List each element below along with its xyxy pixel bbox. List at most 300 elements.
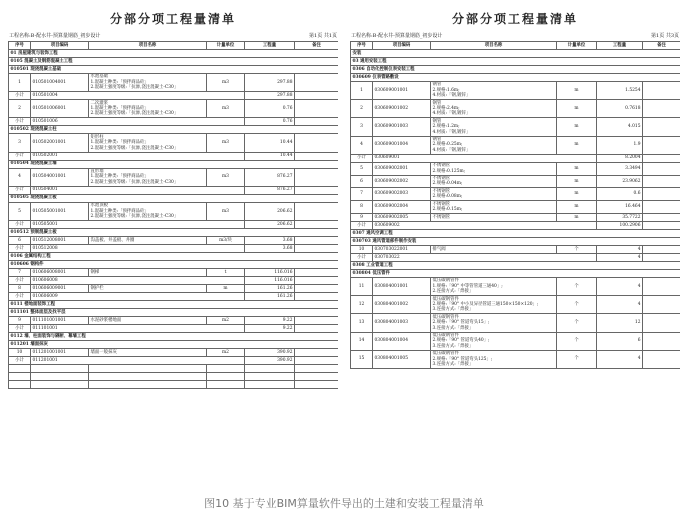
item-name-line: 水池顶板 (90, 203, 109, 209)
item-name (89, 236, 207, 244)
item-quantity: 4 (597, 296, 643, 314)
header-cell: 项目编码 (373, 42, 431, 50)
item-note (295, 202, 339, 220)
header-cell: 项目编码 (31, 42, 89, 50)
item-unit: m3 (207, 100, 245, 118)
item-unit: m3 (207, 168, 245, 186)
subtotal-label: 小计 (9, 244, 31, 252)
section-row (9, 58, 339, 66)
item-note (295, 268, 339, 276)
item-name (89, 202, 207, 220)
item-quantity: 1.5254 (597, 82, 643, 100)
item-number: 12 (351, 296, 373, 314)
subtotal-code: 030703022 (373, 253, 597, 261)
subtotal-row (9, 324, 339, 332)
table-row (351, 188, 681, 201)
item-name-line: 3.连接方式:「焊接」 (432, 307, 474, 313)
item-name-line: 2.规格:0.25m; (432, 142, 463, 148)
item-name-line: 低压碳钢管件 (432, 296, 459, 302)
item-name (89, 74, 207, 92)
section-title: 010502 现浇混凝土柱 (9, 126, 339, 134)
item-name-line: 2.混凝土强度等级:「抗渗,浇注混凝土-C30」 (90, 214, 179, 220)
item-name-line: 水泥砂浆楼地面 (90, 317, 122, 323)
subtotal-row (9, 276, 339, 284)
item-unit: m (557, 213, 597, 221)
item-name-line: 2.规格:0.125m; (432, 168, 466, 174)
item-name (431, 136, 557, 154)
item-number: 2 (351, 100, 373, 118)
subtotal-row (351, 154, 681, 162)
item-name (89, 268, 207, 276)
item-unit: m2 (207, 348, 245, 356)
subtotal-label: 小计 (9, 276, 31, 284)
item-name (89, 316, 207, 324)
subtotal-row (351, 253, 681, 261)
section-title: 030804 低压管件 (351, 269, 681, 277)
note-cell (295, 92, 339, 100)
section-row (9, 228, 339, 236)
header-cell: 备注 (295, 42, 339, 50)
table-row (9, 236, 339, 244)
item-name (89, 168, 207, 186)
subtotal-label: 小计 (351, 154, 373, 162)
section-row (351, 66, 681, 74)
section-row (9, 194, 339, 202)
item-note (643, 136, 681, 154)
item-name-line: 2.连接方式:「焊接」 (432, 289, 474, 295)
item-note (295, 74, 339, 92)
table-row (9, 202, 339, 220)
item-code: 010501004001 (31, 74, 89, 92)
blank-cell (31, 372, 89, 380)
item-number: 4 (9, 168, 31, 186)
section-title: 安装 (351, 50, 681, 58)
blank-cell (9, 364, 31, 372)
table-row (351, 213, 681, 221)
subtotal-label: 小计 (9, 356, 31, 364)
table-row (351, 162, 681, 175)
table-row (9, 134, 339, 152)
section-row (351, 261, 681, 269)
item-number: 9 (351, 213, 373, 221)
subtotal-code: 030609001 (373, 154, 597, 162)
section-row (9, 308, 339, 316)
item-quantity: 3.68 (245, 236, 295, 244)
item-number: 3 (9, 134, 31, 152)
section-title: 0112 墙、柱面装饰与隔断、幕墙工程 (9, 332, 339, 340)
item-note (295, 284, 339, 292)
header-cell: 计量单位 (207, 42, 245, 50)
item-name-line: 不锈钢管 (432, 188, 451, 194)
item-name-line: 1.混凝土种类:「预拌商品砼」 (90, 106, 149, 112)
section-title: 0105 混凝土及钢筋混凝土工程 (9, 58, 339, 66)
blank-cell (245, 364, 295, 372)
item-code: 030609001004 (373, 136, 431, 154)
item-name (431, 118, 557, 136)
section-title: 0307 通风空调工程 (351, 229, 681, 237)
subtotal-code: 010501006 (31, 118, 245, 126)
subtotal-code: 010502001 (31, 152, 245, 160)
section-row (351, 269, 681, 277)
item-name (431, 213, 557, 221)
note-cell (295, 244, 339, 252)
item-name-line: 二次灌浆 (90, 100, 109, 106)
item-quantity: 116.016 (245, 268, 295, 276)
section-title: 0308 工业管道工程 (351, 261, 681, 269)
project-name: 工程名称:B-配水井-预算量钢筋_初步设计 (351, 33, 443, 39)
section-title: 030609 仪表管路敷设 (351, 74, 681, 82)
item-number: 13 (351, 314, 373, 332)
section-title: 010504 现浇混凝土墙 (9, 160, 339, 168)
section-title: 010512 预制混凝土板 (9, 228, 339, 236)
right-bill-sheet (350, 6, 680, 489)
item-name-line: 不锈钢管 (432, 163, 451, 169)
table-row (351, 82, 681, 100)
header-cell: 计量单位 (557, 42, 597, 50)
item-code: 010512008001 (31, 236, 89, 244)
subtotal-label: 小计 (9, 118, 31, 126)
subtotal-code: 010606009 (31, 292, 245, 300)
item-number: 7 (351, 188, 373, 201)
subtotal-quantity: 206.62 (245, 220, 295, 228)
item-unit: 个 (557, 277, 597, 295)
item-name-line: 钢管 (432, 118, 442, 124)
item-name-line: 3.连接方式:「焊接」 (432, 325, 474, 331)
table-row (351, 296, 681, 314)
item-name-line: 矩形柱 (90, 134, 104, 140)
item-name-line: 4.材质:「钢,镀锌」 (432, 129, 471, 135)
item-number: 5 (9, 202, 31, 220)
item-name (431, 201, 557, 214)
item-code: 030609002005 (373, 213, 431, 221)
item-unit: 个 (557, 314, 597, 332)
blank-cell (9, 380, 31, 388)
item-unit: m2 (207, 316, 245, 324)
subtotal-quantity: 100.2906 (597, 221, 643, 229)
item-note (643, 213, 681, 221)
item-number: 6 (351, 175, 373, 188)
subtotal-row (9, 220, 339, 228)
item-name-line: 1.混凝土种类:「预拌商品砼」 (90, 208, 149, 214)
sheet-title: 分部分项工程量清单 (109, 12, 236, 26)
item-name-line: 钢管 (432, 82, 442, 88)
section-title: 010505 现浇混凝土板 (9, 194, 339, 202)
subtotal-code: 010505001 (31, 220, 245, 228)
section-title: 03 通用安装工程 (351, 58, 681, 66)
item-unit: m (207, 284, 245, 292)
table-row (351, 332, 681, 350)
item-code: 030609002004 (373, 201, 431, 214)
blank-cell (245, 380, 295, 388)
item-code: 010504001001 (31, 168, 89, 186)
item-number: 6 (9, 236, 31, 244)
section-row (9, 300, 339, 308)
blank-cell (207, 380, 245, 388)
item-name-line: 沟盖板、井盖板、井圈 (90, 237, 135, 243)
subtotal-row (9, 186, 339, 194)
item-code: 011201001001 (31, 348, 89, 356)
section-row (351, 74, 681, 82)
item-name (89, 100, 207, 118)
item-code: 030609002001 (373, 162, 431, 175)
subtotal-row (9, 152, 339, 160)
item-note (643, 175, 681, 188)
item-note (643, 314, 681, 332)
item-code: 030609002003 (373, 188, 431, 201)
item-name (431, 188, 557, 201)
blank-cell (89, 372, 207, 380)
header-cell: 序号 (351, 42, 373, 50)
section-title: 011201 墙面抹灰 (9, 340, 339, 348)
item-name-line: 墙面一般抹灰 (90, 349, 117, 355)
table-row (9, 168, 339, 186)
item-name (431, 314, 557, 332)
item-name (431, 82, 557, 100)
subtotal-quantity: 10.44 (245, 152, 295, 160)
subtotal-row (351, 221, 681, 229)
item-name-line: 2.规格:「90° 管道弯头15」; (432, 320, 490, 326)
note-cell (643, 253, 681, 261)
table-row (351, 245, 681, 253)
item-quantity: 161.26 (245, 284, 295, 292)
item-name (431, 100, 557, 118)
item-name (431, 350, 557, 368)
item-unit: 个 (557, 296, 597, 314)
item-name (431, 296, 557, 314)
subtotal-code: 010606008 (31, 276, 245, 284)
item-code: 030804001002 (373, 296, 431, 314)
item-note (295, 134, 339, 152)
subtotal-row (9, 118, 339, 126)
subtotal-code: 010512008 (31, 244, 245, 252)
note-cell (295, 356, 339, 364)
table-row (351, 136, 681, 154)
item-unit: m3 (207, 134, 245, 152)
item-unit: 个 (557, 245, 597, 253)
table-row (351, 350, 681, 368)
header-cell: 序号 (9, 42, 31, 50)
item-code: 030804001003 (373, 314, 431, 332)
item-quantity: 0.6 (597, 188, 643, 201)
item-name-line: 2.规格:0.15m; (432, 207, 463, 213)
item-unit: m (557, 118, 597, 136)
item-name-line: 4.材质:「钢,镀锌」 (432, 93, 471, 99)
subtotal-quantity: 8.2004 (597, 154, 643, 162)
item-quantity: 4 (597, 277, 643, 295)
item-name (431, 332, 557, 350)
item-name (89, 134, 207, 152)
item-note (643, 245, 681, 253)
header-cell: 工程量 (245, 42, 295, 50)
item-unit: m (557, 175, 597, 188)
item-code: 010501006001 (31, 100, 89, 118)
item-name-line: 1.混凝土种类:「预拌商品砼」 (90, 140, 149, 146)
subtotal-label: 小计 (351, 221, 373, 229)
item-number: 1 (9, 74, 31, 92)
table-row (9, 268, 339, 276)
table-row (9, 348, 339, 356)
blank-cell (207, 372, 245, 380)
item-name-line: 不锈钢管 (432, 201, 451, 207)
item-number: 5 (351, 162, 373, 175)
item-note (643, 118, 681, 136)
table-header-row (9, 42, 339, 50)
item-quantity: 4 (597, 245, 643, 253)
item-name-line: 2.规格:0.08m; (432, 194, 463, 200)
item-unit: 个 (557, 332, 597, 350)
item-code: 011101001001 (31, 316, 89, 324)
item-quantity: 297.88 (245, 74, 295, 92)
item-name-line: 排气阀 (432, 246, 446, 252)
section-title: 011101 整体面层及找平层 (9, 308, 339, 316)
item-note (643, 188, 681, 201)
item-unit: 个 (557, 350, 597, 368)
item-name-line: 2.混凝土强度等级:「抗渗,浇注混凝土-C30」 (90, 145, 179, 151)
item-note (643, 162, 681, 175)
item-name-line: 不锈钢管 (432, 176, 451, 182)
item-unit: m (557, 100, 597, 118)
item-name-line: 2.规格:2.4m; (432, 106, 460, 112)
subtotal-row (9, 356, 339, 364)
subtotal-quantity: 9.22 (245, 324, 295, 332)
header-cell: 备注 (643, 42, 681, 50)
item-name (89, 284, 207, 292)
blank-row (9, 372, 339, 380)
blank-row (9, 380, 339, 388)
blank-cell (295, 364, 339, 372)
item-name-line: 1.混凝土种类:「预拌商品砼」 (90, 174, 149, 180)
table-row (9, 284, 339, 292)
bill-table (8, 41, 338, 389)
item-number: 2 (9, 100, 31, 118)
item-name-line: 2.混凝土强度等级:「抗渗,浇注混凝土-C30」 (90, 85, 179, 91)
subtotal-quantity: 876.27 (245, 186, 295, 194)
note-cell (295, 152, 339, 160)
item-name-line: 2.规格:1.6m; (432, 87, 460, 93)
note-cell (295, 324, 339, 332)
item-unit: m (557, 82, 597, 100)
subtotal-quantity: 390.92 (245, 356, 295, 364)
section-row (351, 229, 681, 237)
item-name-line: 1.混凝土种类:「预拌商品砼」 (90, 79, 149, 85)
item-code: 030609001002 (373, 100, 431, 118)
item-quantity: 390.92 (245, 348, 295, 356)
item-name-line: 1.规格:「90° 中等管管道三通40」; (432, 283, 503, 289)
item-code: 030609001003 (373, 118, 431, 136)
item-name (431, 277, 557, 295)
item-name-line: 4.材质:「钢,镀锌」 (432, 111, 471, 117)
sheet-info (8, 32, 338, 41)
subtotal-quantity: 3.68 (245, 244, 295, 252)
page-indicator: 第1页 共3页 (651, 33, 679, 39)
item-unit: m (557, 136, 597, 154)
item-note (295, 236, 339, 244)
subtotal-code: 030609002 (373, 221, 597, 229)
subtotal-row (9, 292, 339, 300)
item-quantity: 12 (597, 314, 643, 332)
table-row (9, 100, 339, 118)
section-row (9, 160, 339, 168)
section-row (9, 252, 339, 260)
item-number: 8 (9, 284, 31, 292)
note-cell (295, 292, 339, 300)
item-name (431, 175, 557, 188)
blank-cell (89, 380, 207, 388)
item-name-line: 2.规格:「90° 中小及异径管道三通150×150×120」; (432, 302, 539, 308)
item-unit: m3/块 (207, 236, 245, 244)
subtotal-row (9, 92, 339, 100)
item-name-line: 低压碳钢管件 (432, 278, 459, 284)
bill-table (350, 41, 680, 369)
item-name (431, 245, 557, 253)
item-quantity: 35.7722 (597, 213, 643, 221)
item-quantity: 0.7618 (597, 100, 643, 118)
section-row (9, 126, 339, 134)
section-row (9, 66, 339, 74)
item-note (643, 201, 681, 214)
item-name-line: 低压碳钢管件 (432, 351, 459, 357)
item-name-line: 钢梯 (90, 269, 100, 275)
item-name-line: 不锈钢管 (432, 214, 451, 220)
subtotal-code: 011101001 (31, 324, 245, 332)
item-code: 030804001004 (373, 332, 431, 350)
section-row (9, 340, 339, 348)
section-title: 030703 通风管道部件制作安装 (351, 237, 681, 245)
item-number: 3 (351, 118, 373, 136)
subtotal-quantity: 116.016 (245, 276, 295, 284)
item-name (89, 348, 207, 356)
item-code: 030609002002 (373, 175, 431, 188)
blank-cell (295, 372, 339, 380)
blank-cell (89, 364, 207, 372)
blank-row (9, 364, 339, 372)
table-header-row (351, 42, 681, 50)
item-note (643, 332, 681, 350)
item-code: 030703022001 (373, 245, 431, 253)
item-code: 030804001001 (373, 277, 431, 295)
item-note (643, 82, 681, 100)
item-note (295, 316, 339, 324)
item-quantity: 876.27 (245, 168, 295, 186)
item-quantity: 206.62 (245, 202, 295, 220)
section-row (9, 50, 339, 58)
subtotal-quantity: 161.26 (245, 292, 295, 300)
item-code: 030804001005 (373, 350, 431, 368)
subtotal-label: 小计 (9, 324, 31, 332)
note-cell (295, 276, 339, 284)
blank-cell (295, 380, 339, 388)
left-bill-sheet (8, 6, 338, 489)
section-title: 0106 金属结构工程 (9, 252, 339, 260)
item-unit: m3 (207, 202, 245, 220)
item-name-line: 2.规格:1.2m; (432, 124, 460, 130)
blank-cell (31, 380, 89, 388)
item-quantity: 9.22 (245, 316, 295, 324)
item-number: 7 (9, 268, 31, 276)
item-name-line: 3.连接方式:「焊接」 (432, 343, 474, 349)
item-name-line: 低压碳钢管件 (432, 314, 459, 320)
item-unit: m (557, 201, 597, 214)
item-note (295, 100, 339, 118)
sheet-title: 分部分项工程量清单 (451, 12, 578, 26)
item-number: 10 (351, 245, 373, 253)
item-note (295, 168, 339, 186)
item-name-line: 2.混凝土强度等级:「抗渗,浇注混凝土-C30」 (90, 179, 179, 185)
header-cell: 项目名称 (431, 42, 557, 50)
note-cell (295, 220, 339, 228)
header-cell: 项目名称 (89, 42, 207, 50)
item-number: 10 (9, 348, 31, 356)
